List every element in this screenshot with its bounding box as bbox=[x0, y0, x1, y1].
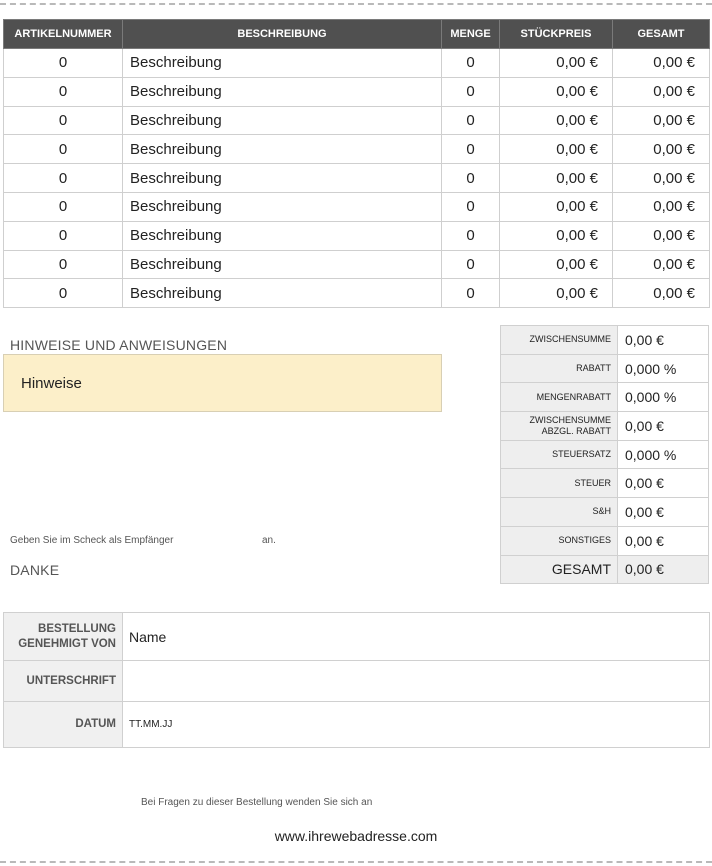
item-number-cell[interactable]: 0 bbox=[4, 192, 123, 221]
table-row bbox=[4, 106, 710, 135]
signature-label: UNTERSCHRIFT bbox=[4, 661, 123, 702]
line-total-cell[interactable]: 0,00 € bbox=[613, 164, 710, 193]
table-row bbox=[4, 135, 710, 164]
line-total-cell[interactable]: 0,00 € bbox=[613, 221, 710, 250]
line-total-cell[interactable]: 0,00 € bbox=[613, 135, 710, 164]
totals-value[interactable]: 0,00 € bbox=[618, 498, 709, 527]
totals-row-subtotal-less-discount bbox=[501, 412, 709, 441]
unit-price-cell[interactable]: 0,00 € bbox=[500, 49, 613, 78]
item-number-cell[interactable]: 0 bbox=[4, 250, 123, 279]
quantity-cell[interactable]: 0 bbox=[442, 49, 500, 78]
approved-by-label-line1: BESTELLUNG bbox=[38, 622, 116, 635]
description-cell[interactable]: Beschreibung bbox=[123, 77, 442, 106]
approved-by-field[interactable]: Name bbox=[123, 613, 710, 661]
totals-label: GESAMT bbox=[501, 555, 618, 584]
table-row bbox=[4, 49, 710, 78]
totals-row-tax-rate bbox=[501, 440, 709, 469]
totals-row-other bbox=[501, 526, 709, 555]
description-cell[interactable]: Beschreibung bbox=[123, 250, 442, 279]
items-table bbox=[3, 19, 710, 308]
totals-label: STEUERSATZ bbox=[501, 440, 618, 469]
totals-row-tax bbox=[501, 469, 709, 498]
col-header-description: BESCHREIBUNG bbox=[123, 20, 442, 49]
totals-row-discount bbox=[501, 354, 709, 383]
totals-label bbox=[501, 412, 618, 441]
item-number-cell[interactable]: 0 bbox=[4, 221, 123, 250]
notes-title: HINWEISE UND ANWEISUNGEN bbox=[10, 337, 228, 353]
totals-label: SONSTIGES bbox=[501, 526, 618, 555]
table-row bbox=[4, 192, 710, 221]
totals-value[interactable]: 0,00 € bbox=[618, 469, 709, 498]
description-cell[interactable]: Beschreibung bbox=[123, 106, 442, 135]
unit-price-cell[interactable]: 0,00 € bbox=[500, 77, 613, 106]
totals-value[interactable]: 0,000 % bbox=[618, 383, 709, 412]
totals-value[interactable]: 0,000 % bbox=[618, 354, 709, 383]
quantity-cell[interactable]: 0 bbox=[442, 106, 500, 135]
totals-label-line2: ABZGL. RABATT bbox=[541, 425, 611, 436]
date-label: DATUM bbox=[4, 702, 123, 748]
totals-label: MENGENRABATT bbox=[501, 383, 618, 412]
col-header-unit-price: STÜCKPREIS bbox=[500, 20, 613, 49]
totals-row-shipping bbox=[501, 498, 709, 527]
approval-row-date bbox=[4, 702, 710, 748]
table-row bbox=[4, 164, 710, 193]
table-row bbox=[4, 77, 710, 106]
totals-value[interactable]: 0,00 € bbox=[618, 526, 709, 555]
approval-row-signature bbox=[4, 661, 710, 702]
description-cell[interactable]: Beschreibung bbox=[123, 279, 442, 308]
col-header-total: GESAMT bbox=[613, 20, 710, 49]
approved-by-label bbox=[4, 613, 123, 661]
description-cell[interactable]: Beschreibung bbox=[123, 192, 442, 221]
item-number-cell[interactable]: 0 bbox=[4, 279, 123, 308]
totals-label: STEUER bbox=[501, 469, 618, 498]
line-total-cell[interactable]: 0,00 € bbox=[613, 250, 710, 279]
description-cell[interactable]: Beschreibung bbox=[123, 221, 442, 250]
totals-label: RABATT bbox=[501, 354, 618, 383]
thanks-text: DANKE bbox=[10, 562, 60, 578]
unit-price-cell[interactable]: 0,00 € bbox=[500, 135, 613, 164]
unit-price-cell[interactable]: 0,00 € bbox=[500, 106, 613, 135]
unit-price-cell[interactable]: 0,00 € bbox=[500, 164, 613, 193]
quantity-cell[interactable]: 0 bbox=[442, 77, 500, 106]
totals-label: S&H bbox=[501, 498, 618, 527]
totals-row-grand-total bbox=[501, 555, 709, 584]
bottom-dashed-divider bbox=[0, 861, 712, 863]
notes-value: Hinweise bbox=[21, 375, 82, 392]
item-number-cell[interactable]: 0 bbox=[4, 106, 123, 135]
quantity-cell[interactable]: 0 bbox=[442, 192, 500, 221]
totals-value[interactable]: 0,000 % bbox=[618, 440, 709, 469]
table-row bbox=[4, 250, 710, 279]
footer-question: Bei Fragen zu dieser Bestellung wenden Sie sich an bbox=[141, 797, 373, 808]
table-row bbox=[4, 279, 710, 308]
totals-label: ZWISCHENSUMME bbox=[501, 326, 618, 355]
item-number-cell[interactable]: 0 bbox=[4, 135, 123, 164]
item-number-cell[interactable]: 0 bbox=[4, 49, 123, 78]
quantity-cell[interactable]: 0 bbox=[442, 279, 500, 308]
line-total-cell[interactable]: 0,00 € bbox=[613, 77, 710, 106]
totals-row-volume-discount bbox=[501, 383, 709, 412]
check-payee-prefix: Geben Sie im Scheck als Empfänger bbox=[10, 535, 174, 546]
unit-price-cell[interactable]: 0,00 € bbox=[500, 279, 613, 308]
line-total-cell[interactable]: 0,00 € bbox=[613, 192, 710, 221]
line-total-cell[interactable]: 0,00 € bbox=[613, 106, 710, 135]
line-total-cell[interactable]: 0,00 € bbox=[613, 279, 710, 308]
unit-price-cell[interactable]: 0,00 € bbox=[500, 221, 613, 250]
unit-price-cell[interactable]: 0,00 € bbox=[500, 192, 613, 221]
table-row bbox=[4, 221, 710, 250]
notes-field[interactable] bbox=[3, 354, 442, 412]
quantity-cell[interactable]: 0 bbox=[442, 221, 500, 250]
items-header-row bbox=[4, 20, 710, 49]
item-number-cell[interactable]: 0 bbox=[4, 164, 123, 193]
description-cell[interactable]: Beschreibung bbox=[123, 49, 442, 78]
quantity-cell[interactable]: 0 bbox=[442, 135, 500, 164]
quantity-cell[interactable]: 0 bbox=[442, 164, 500, 193]
approved-by-label-line2: GENEHMIGT VON bbox=[18, 637, 116, 650]
top-dashed-divider bbox=[0, 3, 712, 5]
check-payee-line bbox=[10, 535, 276, 546]
approval-table bbox=[3, 612, 710, 748]
totals-row-subtotal bbox=[501, 326, 709, 355]
line-total-cell[interactable]: 0,00 € bbox=[613, 49, 710, 78]
approval-row-approved-by bbox=[4, 613, 710, 661]
totals-value[interactable]: 0,00 € bbox=[618, 326, 709, 355]
check-payee-suffix: an. bbox=[262, 535, 276, 546]
col-header-quantity: MENGE bbox=[442, 20, 500, 49]
totals-value[interactable]: 0,00 € bbox=[618, 412, 709, 441]
description-cell[interactable]: Beschreibung bbox=[123, 164, 442, 193]
footer-website[interactable]: www.ihrewebadresse.com bbox=[274, 828, 438, 844]
totals-value[interactable]: 0,00 € bbox=[618, 555, 709, 584]
totals-table bbox=[500, 325, 709, 584]
totals-label-line1: ZWISCHENSUMME bbox=[529, 414, 611, 425]
quantity-cell[interactable]: 0 bbox=[442, 250, 500, 279]
item-number-cell[interactable]: 0 bbox=[4, 77, 123, 106]
unit-price-cell[interactable]: 0,00 € bbox=[500, 250, 613, 279]
signature-field[interactable] bbox=[123, 661, 710, 702]
description-cell[interactable]: Beschreibung bbox=[123, 135, 442, 164]
col-header-item-number: ARTIKELNUMMER bbox=[4, 20, 123, 49]
date-field[interactable]: TT.MM.JJ bbox=[123, 702, 710, 748]
